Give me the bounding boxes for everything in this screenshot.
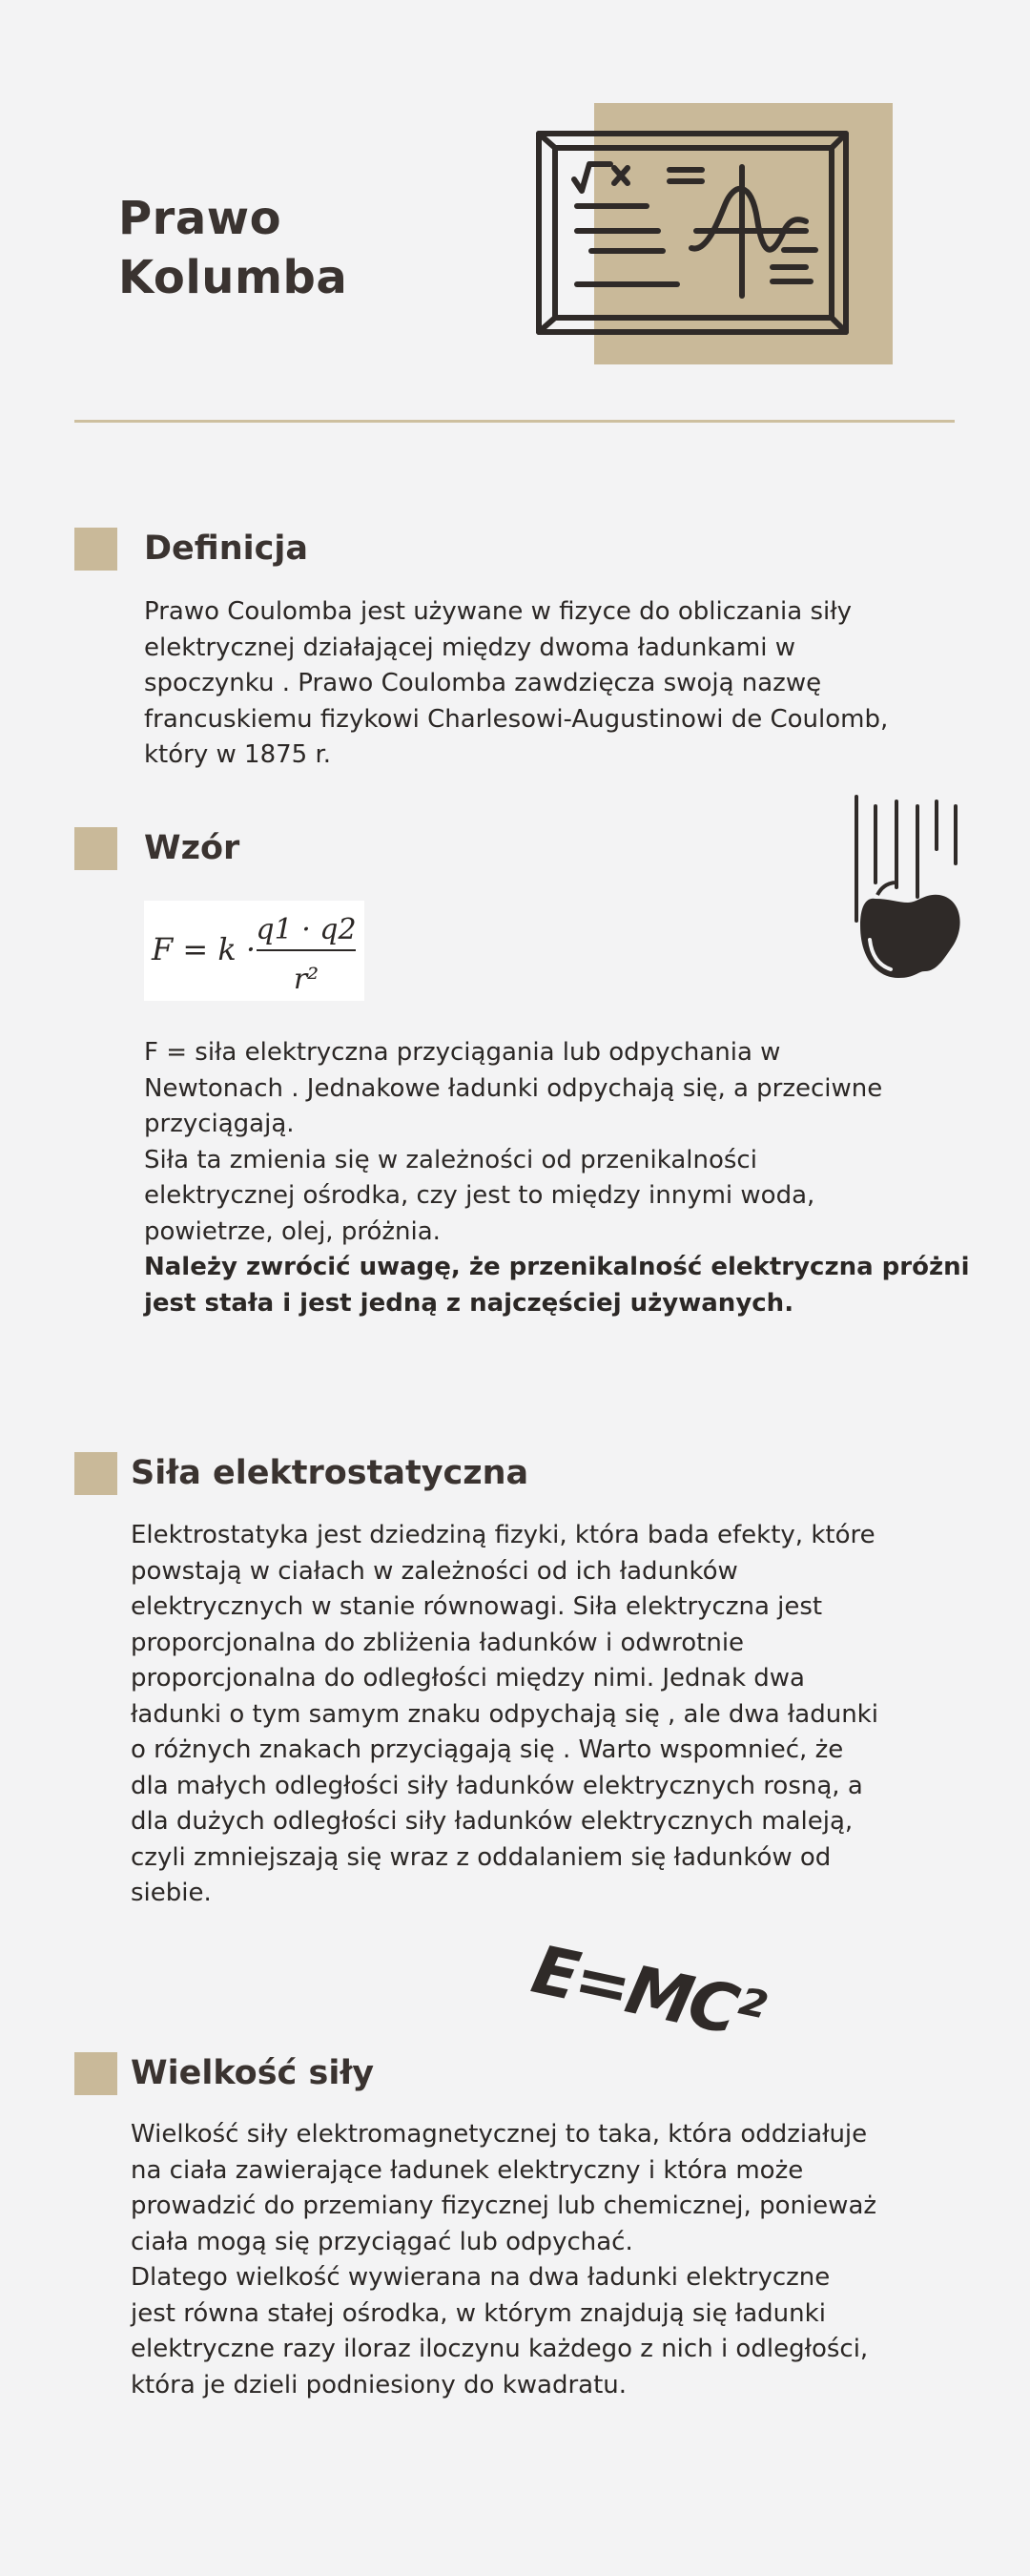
title-line-2: Kolumba bbox=[118, 251, 348, 304]
section-marker bbox=[74, 1452, 117, 1495]
text-line: francuskiemu fizykowi Charlesowi-Augustinowi de Coulomb, bbox=[144, 704, 889, 734]
text-line: Newtonach . Jednakowe ładunki odpychają się, a przeciwne bbox=[144, 1073, 883, 1103]
section-heading-wzor: Wzór bbox=[144, 829, 240, 867]
sila-text bbox=[131, 1518, 989, 1912]
section-heading-wielkosc: Wielkość siły bbox=[131, 2054, 375, 2092]
coulomb-formula bbox=[144, 901, 364, 1001]
emc2-text: E=MC² bbox=[525, 1930, 769, 2055]
wielkosc-text bbox=[131, 2117, 989, 2403]
chalkboard-math-icon bbox=[534, 124, 858, 343]
text-line: jest równa stałej ośrodka, w którym znajdują się ładunki bbox=[131, 2298, 826, 2328]
text-line: Wielkość siły elektromagnetycznej to taka, która oddziałuje bbox=[131, 2120, 868, 2149]
title-line-1: Prawo bbox=[118, 192, 282, 245]
emc2-illustration bbox=[522, 1930, 774, 2073]
definicja-text bbox=[144, 594, 983, 774]
text-line: ładunki o tym samym znaku odpychają się , ale dwa ładunki bbox=[131, 1699, 878, 1729]
text-line: Siła ta zmienia się w zależności od przenikalności bbox=[144, 1145, 757, 1174]
text-line: elektrycznej działającej między dwoma ładunkami w bbox=[144, 633, 795, 662]
section-heading-sila: Siła elektrostatyczna bbox=[131, 1454, 529, 1492]
text-line: proporcjonalna do zbliżenia ładunków i odwrotnie bbox=[131, 1628, 745, 1657]
text-line: Dlatego wielkość wywierana na dwa ładunki elektryczne bbox=[131, 2263, 831, 2292]
text-line: powietrze, olej, próżnia. bbox=[144, 1216, 441, 1246]
text-line: spoczynku . Prawo Coulomba zawdzięcza swoją nazwę bbox=[144, 669, 822, 697]
section-heading-definicja: Definicja bbox=[144, 530, 309, 568]
text-line: prowadzić do przemiany fizycznej lub chemicznej, ponieważ bbox=[131, 2192, 877, 2220]
text-line: ciała mogą się przyciągać lub odpychać. bbox=[131, 2227, 633, 2256]
text-line: powstają w ciałach w zależności od ich ładunków bbox=[131, 1556, 738, 1586]
text-line: proporcjonalna do odległości między nimi. Jednak dwa bbox=[131, 1664, 805, 1693]
text-line: F = siła elektryczna przyciągania lub odpychania w bbox=[144, 1038, 781, 1067]
text-line: siebie. bbox=[131, 1879, 212, 1907]
section-marker bbox=[74, 2052, 117, 2095]
formula-denominator: r² bbox=[293, 963, 319, 996]
formula-numerator: q1 · q2 bbox=[256, 913, 357, 946]
wzor-text bbox=[144, 1035, 983, 1321]
bold-text-line: jest stała i jest jedną z najczęściej używanych. bbox=[144, 1288, 794, 1318]
bold-text-line: Należy zwrócić uwagę, że przenikalność elektryczna próżni bbox=[144, 1253, 970, 1281]
text-line: Prawo Coulomba jest używane w fizyce do obliczania siły bbox=[144, 597, 853, 626]
text-line: dla dużych odległości siły ładunków elektrycznych maleją, bbox=[131, 1807, 854, 1836]
text-line: który w 1875 r. bbox=[144, 740, 332, 769]
text-line: która je dzieli podniesiony do kwadratu. bbox=[131, 2370, 628, 2399]
text-line: na ciała zawierające ładunek elektryczny i która może bbox=[131, 2155, 804, 2185]
text-line: przyciągają. bbox=[144, 1110, 295, 1138]
page-title bbox=[118, 189, 462, 307]
text-line: elektrycznych w stanie równowagi. Siła elektryczna jest bbox=[131, 1592, 823, 1621]
text-line: dla małych odległości siły ładunków elektrycznych rosną, a bbox=[131, 1771, 863, 1800]
formula-lhs: F = k · bbox=[152, 931, 257, 967]
falling-apple-icon bbox=[849, 792, 973, 1011]
text-line: elektrycznej ośrodka, czy jest to między innymi woda, bbox=[144, 1181, 815, 1210]
section-marker bbox=[74, 827, 117, 870]
text-line: elektryczne razy iloraz iloczynu każdego z nich i odległości, bbox=[131, 2335, 869, 2363]
text-line: czyli zmniejszają się wraz z oddalaniem się ładunków od bbox=[131, 1842, 832, 1872]
section-marker bbox=[74, 528, 117, 571]
text-line: o różnych znakach przyciągają się . Warto wspomnieć, że bbox=[131, 1735, 844, 1764]
text-line: Elektrostatyka jest dziedziną fizyki, która bada efekty, które bbox=[131, 1521, 876, 1549]
header-divider bbox=[74, 420, 955, 423]
